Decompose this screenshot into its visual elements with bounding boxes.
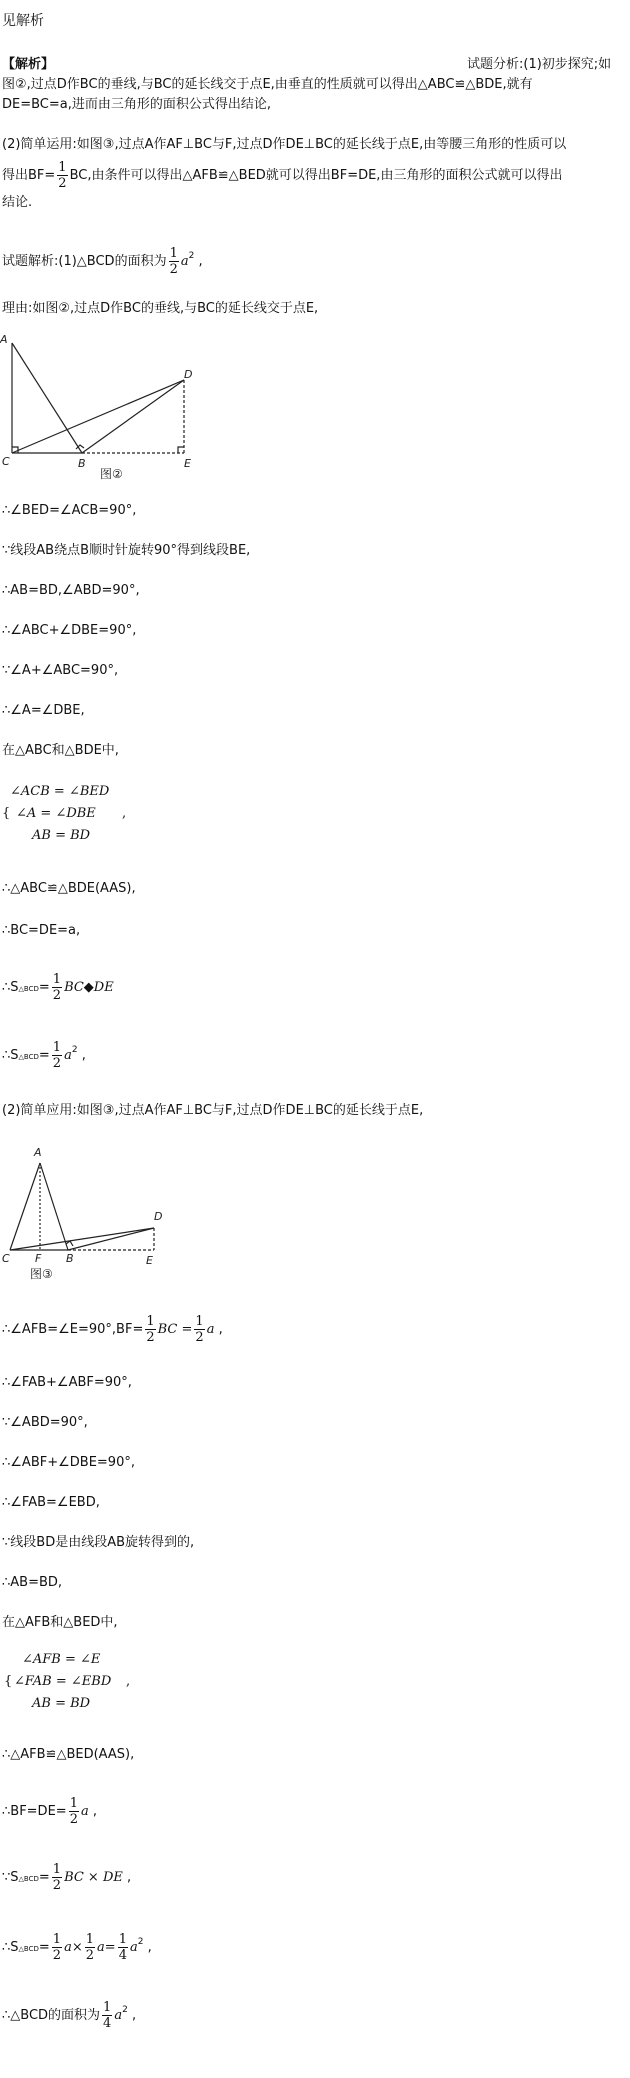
part2-step-5: ∴∠FAB=∠EBD, [2, 1495, 100, 1510]
comma: , [198, 254, 203, 269]
comma: , [218, 1322, 223, 1337]
subscript: △BCD [18, 1875, 39, 1883]
part2-step-9: ∴△AFB≌△BED(AAS), [2, 1747, 135, 1762]
numerator: 1 [52, 1040, 62, 1055]
fraction-half [52, 1932, 62, 1963]
solution-intro [2, 246, 203, 277]
answer-heading: 见解析 [2, 13, 44, 29]
label-d: D [154, 1210, 163, 1223]
segment-ab [12, 343, 82, 453]
label-c: C [2, 455, 10, 468]
comma: , [131, 2008, 137, 2023]
comma: , [122, 806, 127, 821]
segment-ca [10, 1163, 40, 1250]
variable-a: a [64, 1940, 72, 1955]
variable-a: a [129, 1940, 138, 1955]
fraction-half [57, 160, 67, 191]
label-b: B [78, 457, 86, 470]
step-9: ∴BC=DE=a, [2, 923, 81, 938]
figure-3-caption: 图③ [30, 1267, 53, 1281]
step-2: ∵线段AB绕点B顺时针旋转90°得到线段BE, [2, 543, 251, 558]
text-fragment: ∴△BCD的面积为 [2, 2008, 101, 2023]
denominator: 2 [52, 988, 62, 1003]
brace: { [2, 806, 11, 821]
step-5: ∵∠A+∠ABC=90°, [2, 663, 119, 678]
text-fragment: = [38, 1870, 50, 1885]
part2-step-12 [2, 1932, 152, 1963]
denominator: 2 [85, 1948, 95, 1963]
step-3: ∴AB=BD,∠ABD=90°, [2, 583, 140, 598]
analysis-line-2: 图②,过点D作BC的垂线,与BC的延长线交于点E,由垂直的性质就可以得出△ABC≌△BDE,就有 [2, 77, 533, 92]
exponent: 2 [137, 1937, 144, 1947]
text-fragment: = [38, 1048, 50, 1063]
equals-sign: = [104, 1940, 116, 1955]
times-sign: × [71, 1940, 83, 1955]
text-fragment: ∴S [2, 980, 19, 995]
solution-reason: 理由:如图②,过点D作BC的垂线,与BC的延长线交于点E, [2, 301, 319, 316]
fraction-half [52, 972, 62, 1003]
comma: , [127, 1870, 132, 1885]
denominator: 2 [58, 176, 67, 191]
text-fragment: 得出BF= [2, 168, 56, 183]
label-a: A [34, 1146, 42, 1159]
figure-2-caption: 图② [100, 467, 123, 481]
denominator: 4 [118, 1948, 127, 1963]
analysis-part2-line-2 [2, 160, 562, 191]
part2-step-6: ∵线段BD是由线段AB旋转得到的, [2, 1535, 195, 1550]
part2-step-2: ∴∠FAB+∠ABF=90°, [2, 1375, 132, 1390]
figure-3 [0, 1138, 180, 1288]
exponent: 2 [188, 251, 195, 261]
comma: , [81, 1048, 86, 1063]
analysis-part2-line-1: (2)简单运用:如图③,过点A作AF⊥BC与F,过点D作DE⊥BC的延长线于点E,由等腰三角形的性质可以 [2, 137, 567, 152]
condition-line: ∠A = ∠DBE [16, 806, 96, 821]
segment-ab [40, 1163, 68, 1250]
label-b: B [66, 1252, 74, 1265]
fraction-half [52, 1040, 62, 1071]
denominator: 2 [169, 262, 178, 277]
label-d: D [184, 368, 193, 381]
exponent: 2 [71, 1045, 78, 1055]
condition-system-1 [2, 784, 202, 854]
variable-a: a [64, 1048, 72, 1063]
subscript: △BCD [18, 1945, 39, 1953]
part2-step-7: ∴AB=BD, [2, 1575, 63, 1590]
numerator: 1 [146, 1314, 155, 1329]
condition-line: ∠ACB = ∠BED [10, 784, 110, 799]
text-fragment: ∴S [2, 1048, 19, 1063]
comma: , [147, 1940, 152, 1955]
denominator: 2 [69, 1812, 78, 1827]
text-fragment: 试题解析:(1)△BCD的面积为 [2, 254, 167, 269]
numerator: 1 [52, 972, 62, 987]
numerator: 1 [52, 1932, 62, 1947]
numerator: 1 [169, 246, 178, 261]
fraction-half [169, 246, 179, 277]
math-expression: BC◆DE [64, 980, 114, 995]
numerator: 1 [118, 1932, 127, 1947]
exponent: 2 [122, 2005, 128, 2015]
label-c: C [2, 1252, 10, 1265]
denominator: 2 [195, 1330, 204, 1345]
variable-a: a [97, 1940, 105, 1955]
analysis-part2-line-3: 结论. [2, 195, 33, 210]
part2-step-1 [2, 1314, 223, 1345]
label-a: A [0, 335, 8, 346]
comma: , [92, 1804, 98, 1819]
brace: { [4, 1674, 13, 1689]
condition-line: AB = BD [32, 1696, 91, 1711]
fraction-quarter [102, 2000, 112, 2031]
step-10 [2, 972, 114, 1003]
fraction-half [69, 1796, 79, 1827]
math-expression: BC × DE [64, 1870, 123, 1885]
step-8: ∴△ABC≌△BDE(AAS), [2, 881, 136, 896]
numerator: 1 [69, 1796, 78, 1811]
analysis-tag: 【解析】 [2, 57, 55, 72]
step-1: ∴∠BED=∠ACB=90°, [2, 503, 137, 518]
text-fragment: ∴S [2, 1940, 19, 1955]
step-4: ∴∠ABC+∠DBE=90°, [2, 623, 137, 638]
numerator: 1 [195, 1314, 204, 1329]
denominator: 2 [52, 1948, 62, 1963]
label-f: F [35, 1252, 42, 1265]
numerator: 1 [85, 1932, 95, 1947]
variable-a: a [80, 1804, 89, 1819]
right-angle-e [178, 447, 184, 453]
part2-step-11 [2, 1862, 131, 1893]
step-11 [2, 1040, 86, 1071]
denominator: 2 [146, 1330, 155, 1345]
comma: , [126, 1674, 131, 1689]
text-fragment: ∵S [2, 1870, 19, 1885]
fraction-half [52, 1862, 62, 1893]
part2-conclusion [2, 2000, 136, 2031]
text-fragment: = [38, 1940, 50, 1955]
text-fragment: ∴∠AFB=∠E=90°,BF= [2, 1322, 144, 1337]
text-fragment: = [38, 980, 50, 995]
label-e: E [184, 457, 191, 470]
fraction-half [85, 1932, 95, 1963]
text-fragment: BC,由条件可以得出△AFB≌△BED就可以得出BF=DE,由三角形的面积公式就可以得出 [69, 168, 563, 183]
fraction-half [194, 1314, 204, 1345]
fraction-quarter [118, 1932, 128, 1963]
part2-step-8: 在△AFB和△BED中, [2, 1615, 118, 1630]
figure-2 [0, 335, 240, 485]
denominator: 4 [103, 2016, 112, 2031]
subscript: △BCD [18, 1053, 39, 1061]
denominator: 2 [52, 1056, 62, 1071]
condition-system-2 [2, 1652, 202, 1722]
denominator: 2 [52, 1878, 62, 1893]
condition-line: ∠AFB = ∠E [22, 1652, 101, 1667]
variable-a: a [206, 1322, 215, 1337]
math-expression: BC = [157, 1322, 193, 1337]
variable-a: a [180, 254, 189, 269]
fraction-half [145, 1314, 155, 1345]
analysis-right-label: 试题分析:(1)初步探究;如 [467, 57, 612, 72]
step-6: ∴∠A=∠DBE, [2, 703, 85, 718]
part2-intro: (2)简单应用:如图③,过点A作AF⊥BC与F,过点D作DE⊥BC的延长线于点E, [2, 1103, 424, 1118]
part2-step-3: ∵∠ABD=90°, [2, 1415, 88, 1430]
numerator: 1 [52, 1862, 62, 1877]
label-e: E [146, 1254, 153, 1267]
step-7: 在△ABC和△BDE中, [2, 743, 119, 758]
part2-step-10 [2, 1796, 97, 1827]
numerator: 1 [103, 2000, 112, 2015]
numerator: 1 [58, 160, 67, 175]
condition-line: AB = BD [32, 828, 91, 843]
text-fragment: ∴BF=DE= [2, 1804, 67, 1819]
condition-line: ∠FAB = ∠EBD [14, 1674, 112, 1689]
subscript: △BCD [18, 985, 39, 993]
part2-step-4: ∴∠ABF+∠DBE=90°, [2, 1455, 135, 1470]
variable-a: a [114, 2008, 123, 2023]
analysis-line-3: DE=BC=a,进而由三角形的面积公式得出结论, [2, 97, 272, 112]
